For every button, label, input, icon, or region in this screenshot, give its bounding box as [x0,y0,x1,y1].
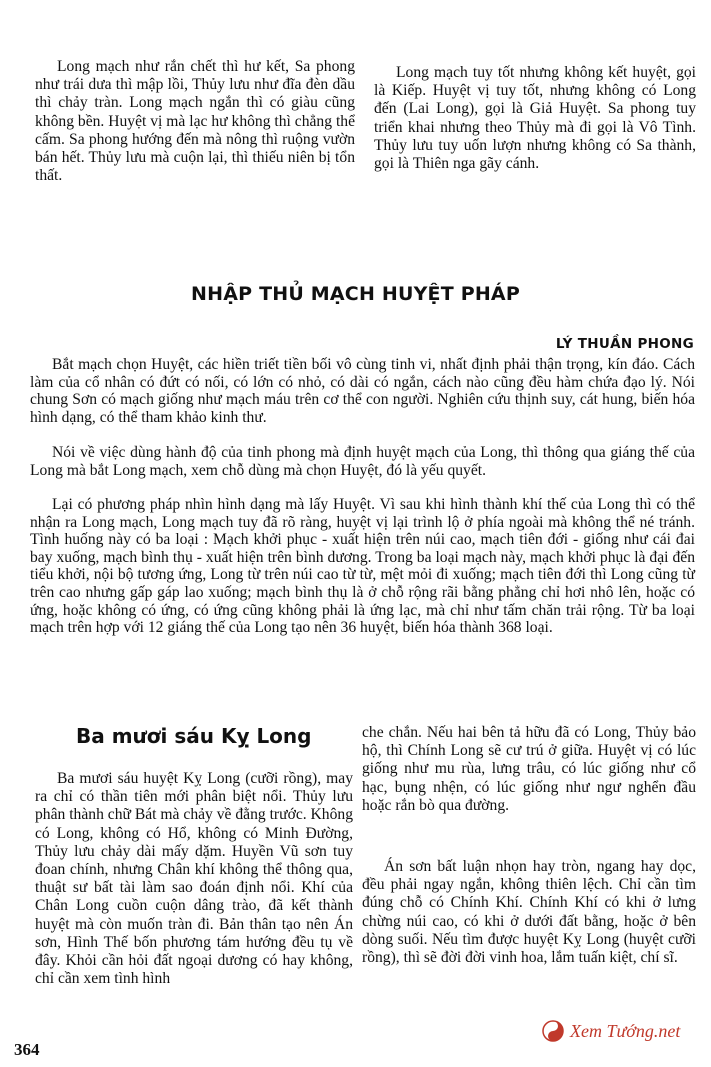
yin-yang-icon [542,1020,564,1042]
page-number: 364 [14,1040,40,1059]
subsection-right-paragraph-2: Án sơn bất luận nhọn hay tròn, ngang hay dọc, đều phải ngay ngắn, không thiên lệch. Chỉ cần tìm đúng chỗ có Chính Khí. Chính Khí có khi ở lưng chừng núi cao, có khi ở dưới đất bằng, hoặc ở bên dòng suối. Nếu tìm được huyệt Kỵ Long (huyệt cưỡi rồng), thì sẽ đời đời vinh hoa, lắm tuấn kiệt, chí sĩ. [362,858,696,967]
top-left-paragraph: Long mạch như rắn chết thì hư kết, Sa phong như trái dưa thì mập lồi, Thủy lưu như đĩa đèn dầu thì chảy tràn. Long mạch ngắn thì có giàu cũng không bền. Huyệt vị mà lạc hư không thì chẳng thể cấm. Sa phong hướng đến mà nông thì ruộng vườn bán hết. Thủy lưu mà cuộn lại, thì thiếu niên bị tổn thất. [35,58,355,185]
section-author: LÝ THUẦN PHONG [555,336,694,352]
section-paragraph-2: Nói về việc dùng hành độ của tinh phong mà định huyệt mạch của Long, thì thông qua giáng thế của Long mà bắt Long mạch, xem chỗ dùng mà chọn Huyệt, đó là yếu quyết. [30,444,695,479]
subsection-left-paragraph: Ba mươi sáu huyệt Kỵ Long (cưỡi rồng), may ra chỉ có thần tiên mới phân biệt nổi. Thủy lưu phân thành chữ Bát mà chảy về đằng trước. Không có Long, không có Hổ, không có Minh Đường, Thủy lưu chảy dài mấy dặm. Huyền Vũ sơn tuy đoan chính, nhưng Chân khí không thể thông qua, thuật sư bất tài làm sao đoán định nổi. Khí của Chân Long cuồn cuộn dâng trào, đã kết thành huyệt mà còn muốn tràn đi. Bản thân tạo nên Án sơn, Hình Thế bốn phương tám hướng đều tụ về đây. Khỏi cần hỏi đất ngoại dương có hay không, chỉ cần xem tình hình [35,770,353,988]
section-paragraph-1: Bắt mạch chọn Huyệt, các hiền triết tiền bối vô cùng tinh vi, nhất định phải thận trọng, kín đáo. Cách làm của cổ nhân có đứt có nối, có lớn có nhỏ, có dài có ngắn, cách nào cũng đều hàm chứa đạo lý. Nói chung Sơn có mạch giống như mạch máu trên cơ thể con người. Nghiên cứu thịnh suy, cát hung, biến hóa hình dạng, có thể tham khảo kinh thư. [30,356,695,426]
watermark-text: Xem Tướng.net [570,1020,681,1041]
top-right-paragraph: Long mạch tuy tốt nhưng không kết huyệt, gọi là Kiếp. Huyệt vị tuy tốt, nhưng không có Long đến (Lai Long), gọi là Giả Huyệt. Sa phong tuy triển khai nhưng theo Thủy mà đi gọi là Vô Tình. Thủy lưu tuy uốn lượn nhưng không có Sa thành, gọi là Thiên nga gãy cánh. [374,64,696,173]
subsection-heading: Ba mươi sáu Kỵ Long [76,724,312,748]
subsection-right-paragraph-1: che chắn. Nếu hai bên tả hữu đã có Long, Thủy bảo hộ, thì Chính Long sẽ cư trú ở giữa. Huyệt vị có lúc giống như mu rùa, lưng trâu, có lúc giống như cổ hạc, bụng nhện, có lúc giống như ngư nghển đầu hoặc rắn bò qua đường. [362,724,696,814]
watermark [542,1020,680,1042]
section-paragraph-3: Lại có phương pháp nhìn hình dạng mà lấy Huyệt. Vì sau khi hình thành khí thế của Long thì có thể nhận ra Long mạch, Long mạch tuy đã rõ ràng, huyệt vị lại trình lộ ở phía ngoài mà không thể né tránh. Tình huống này có ba loại : Mạch khởi phục - xuất hiện trên núi cao, mạch tiên đới - giống như cái đai bay xuống, mạch bình thụ - xuất hiện trên bình dương. Trong ba loại mạch này, mạch khởi phục là đại đến tiểu khởi, nội bộ tương ứng, Long từ trên núi cao từ từ, mệt mỏi đi xuống; mạch tiên đới thì Long cũng từ trên cao nhưng gấp gáp lao xuống; mạch bình thụ là ở chỗ rộng rãi bằng phẳng chỉ hơi nhô lên, hoặc có ứng, hoặc không có ứng, có ứng cũng không phải là ứng lạc, mà chỉ như tấm chăn trải rộng. Từ ba loại mạch trên hợp với 12 giáng thế của Long tạo nên 36 huyệt, biến hóa thành 368 loại. [30,496,695,637]
section-title: NHẬP THỦ MẠCH HUYỆT PHÁP [191,283,520,305]
